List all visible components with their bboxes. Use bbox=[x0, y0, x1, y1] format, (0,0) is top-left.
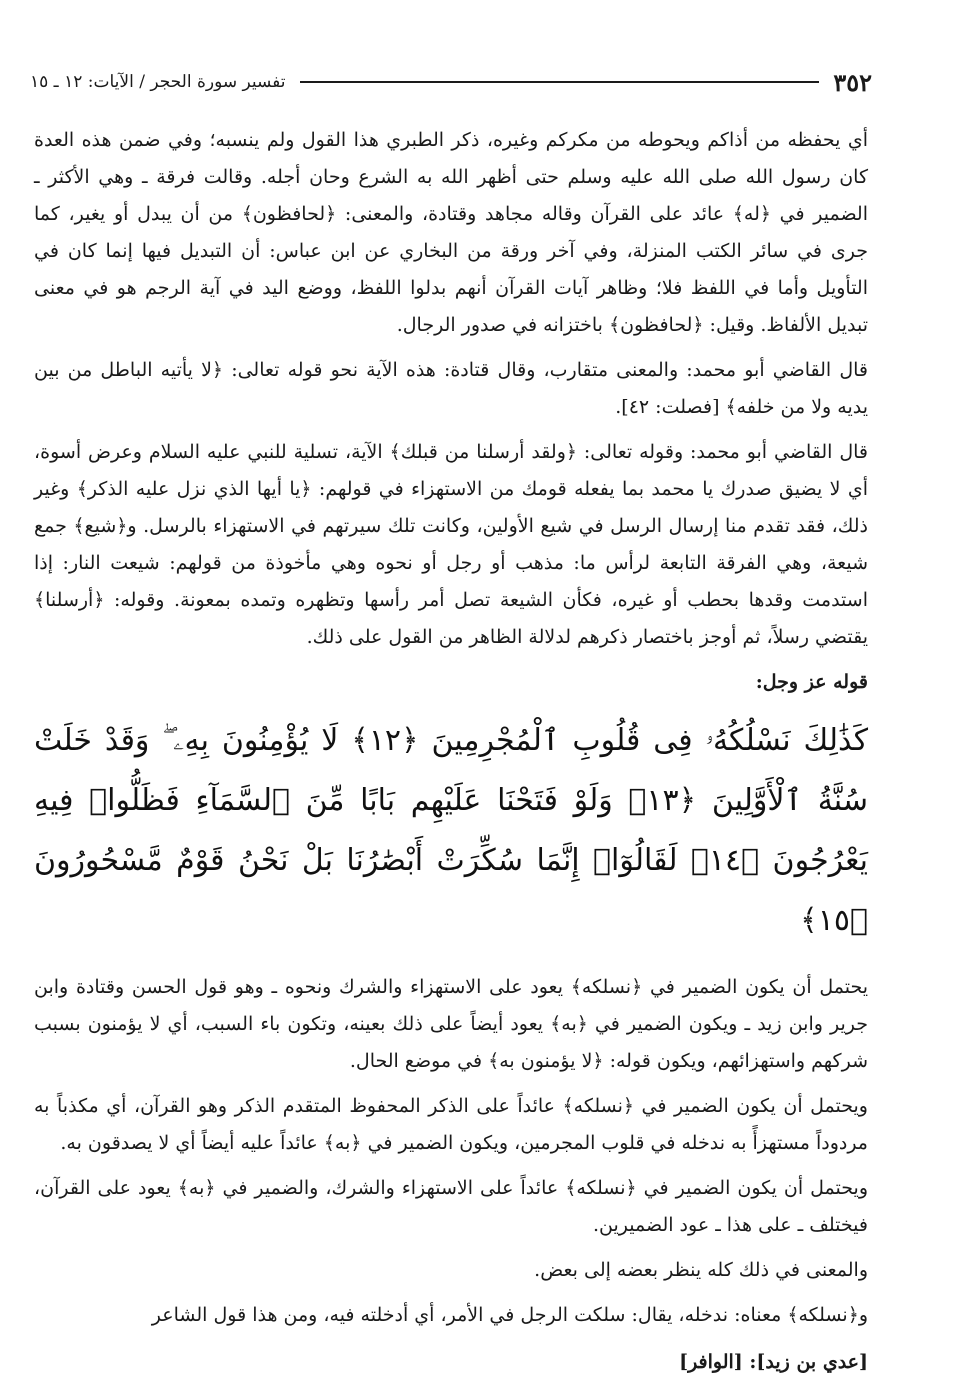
poet-citation: [عدي بن زيد]: [الوافر] bbox=[679, 1351, 868, 1373]
running-title: تفسير سورة الحجر / الآيات: ١٢ ـ ١٥ bbox=[30, 72, 286, 92]
verse-intro: قوله عز وجل: bbox=[755, 671, 868, 693]
header-rule bbox=[300, 81, 820, 83]
commentary-paragraph: ويحتمل أن يكون الضمير في ﴿نسلكه﴾ عائداً على الاستهزاء والشرك، والضمير في ﴿به﴾ يعود على القرآن، فيختلف ـ على هذا ـ عود الضميرين. bbox=[34, 1177, 868, 1236]
commentary-paragraph: والمعنى في ذلك كله ينظر بعضه إلى بعض. bbox=[534, 1259, 868, 1281]
paragraph: قال القاضي أبو محمد: وقوله تعالى: ﴿ولقد أرسلنا من قبلك﴾ الآية، تسلية للنبي عليه السلام وعرض أسوة، أي لا يضيق صدرك يا محمد بما يفعله قومك من الاستهزاء في قولهم: ﴿يا أيها الذي نزل عليه الذكر﴾ وغير ذلك، فقد تقدم منا إرسال الرسل في شيع الأولين، وكانت تلك سيرتهم في الاستهزاء بالرسل. و﴿شيع﴾ جمع شيعة، وهي الفرقة التابعة لرأس ما: مذهب أو رجل أو نحوه وهي مأخوذة من قولهم: شيعت النار: إذا استدمت وقدها بحطب أو غيره، فكأن الشيعة تصل أمر رأسها وتظهره وتمده بمعونة. وقوله: ﴿أرسلنا﴾ يقتضي رسلاً، ثم أوجز باختصار ذكرهم لدلالة الظاهر من القول على ذلك. bbox=[34, 441, 868, 648]
paragraph: قال القاضي أبو محمد: والمعنى متقارب، وقال قتادة: هذه الآية نحو قوله تعالى: ﴿لا يأتيه الباطل من بين يديه ولا من خلفه﴾ [فصلت: ٤٢]. bbox=[34, 359, 868, 418]
commentary-paragraph: ويحتمل أن يكون الضمير في ﴿نسلكه﴾ عائداً على الذكر المحفوظ المتقدم الذكر وهو القرآن، أي مكذباً به مردوداً مستهزأً به ندخله في قلوب المجرمين، ويكون الضمير في ﴿به﴾ عائداً عليه أيضاً أي لا يصدقون به. bbox=[34, 1095, 868, 1154]
page-body bbox=[34, 122, 868, 1400]
commentary-paragraph: و﴿نسلكه﴾ معناه: ندخله، يقال: سلكت الرجل في الأمر، أي أدخلته فيه، ومن هذا قول الشاعر bbox=[151, 1304, 868, 1326]
page-number: ٣٥٢ bbox=[833, 67, 872, 97]
quran-verses: كَذَٰلِكَ نَسْلُكُهُۥ فِى قُلُوبِ ٱلْمُجْرِمِينَ ﴿١٢﴾ لَا يُؤْمِنُونَ بِهِۦ ۖ وَقَدْ خَلَتْ سُنَّةُ ٱلْأَوَّلِينَ ﴿١٣﴾ وَلَوْ فَتَحْنَا عَلَيْهِم بَابًا مِّنَ ٱلسَّمَآءِ فَظَلُّوا۟ فِيهِ يَعْرُجُونَ ﴿١٤﴾ لَقَالُوٓا۟ إِنَّمَا سُكِّرَتْ أَبْصَٰرُنَا بَلْ نَحْنُ قَوْمٌ مَّسْحُورُونَ ﴿١٥﴾ bbox=[34, 723, 868, 938]
page-header bbox=[30, 62, 872, 102]
commentary-paragraph: يحتمل أن يكون الضمير في ﴿نسلكه﴾ يعود على الاستهزاء والشرك ونحوه ـ وهو قول الحسن وقتادة وابن جرير وابن زيد ـ ويكون الضمير في ﴿به﴾ يعود أيضاً على ذلك بعينه، وتكون باء السبب، أي لا يؤمنون بسبب شركهم واستهزائهم، ويكون قوله: ﴿لا يؤمنون به﴾ في موضع الحال. bbox=[34, 976, 868, 1072]
paragraph: أي يحفظه من أذاكم ويحوطه من مكركم وغيره، ذكر الطبري هذا القول ولم ينسبه؛ وفي ضمن هذه العدة كان رسول الله صلى الله عليه وسلم حتى أظهر الله به الشرع وحان أجله. وقالت فرقة ـ وهي الأكثر ـ الضمير في ﴿له﴾ عائد على القرآن وقاله مجاهد وقتادة، والمعنى: ﴿لحافظون﴾ من أن يبدل أو يغير، كما جرى في سائر الكتب المنزلة، وفي آخر ورقة من البخاري عن ابن عباس: أن التبديل فيها إنما كان في التأويل وأما في اللفظ فلا؛ وظاهر آيات القرآن أنهم بدلوا اللفظ، ووضع اليد في آية الرجم هو في معنى تبديل الألفاظ. وقيل: ﴿لحافظون﴾ باختزانه في صدور الرجال. bbox=[34, 129, 868, 336]
